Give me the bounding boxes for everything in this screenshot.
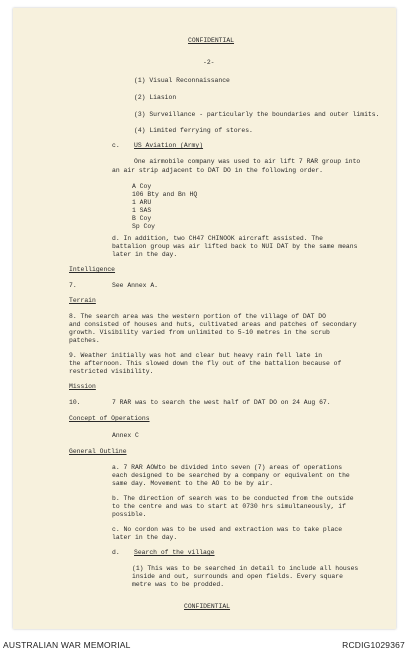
outline-b-text: possible.	[112, 511, 147, 518]
para-d-text: later in the day.	[112, 251, 178, 258]
order-item: 1 ARU	[132, 199, 152, 206]
order-item: 1 SAS	[132, 207, 152, 214]
outline-a-text: same day. Movement to the AO to be by air.	[112, 480, 274, 487]
mission-text: 7 RAR was to search the west half of DAT DO on 24 Aug 67.	[112, 399, 331, 406]
us-aviation-text: an air strip adjacent to DAT DO in the following order.	[112, 167, 323, 174]
list-item: (3) Surveillance - particularly the boundaries and outer limits.	[134, 111, 380, 118]
mission-heading: Mission	[69, 383, 96, 390]
outline-d-letter: d.	[112, 549, 120, 556]
para-number: 7.	[69, 282, 77, 289]
us-aviation-letter: c.	[112, 142, 120, 149]
terrain-text: and consisted of houses and huts, cultivated areas and patches of secondary	[69, 321, 357, 328]
terrain-heading: Terrain	[69, 297, 96, 304]
weather-text: the afternoon. This slowed down the fly out of the battalion because of	[69, 360, 342, 367]
order-item: A Coy	[132, 183, 152, 190]
list-item: (4) Limited ferrying of stores.	[134, 127, 253, 134]
outline-b-text: b. The direction of search was to be conducted from the outside	[112, 495, 354, 502]
list-item: (1) Visual Reconnaissance	[134, 77, 230, 84]
weather-text: 9. Weather initially was hot and clear but heavy rain fell late in	[69, 352, 323, 359]
outline-d-text: (1) This was to be searched in detail to include all houses	[132, 565, 359, 572]
outline-a-text: each designed to be searched by a company or equivalent on the	[112, 472, 350, 479]
intelligence-heading: Intelligence	[69, 266, 116, 273]
concept-heading: Concept of Operations	[69, 415, 150, 422]
outline-a-text: a. 7 RAR AOWto be divided into seven (7) areas of operations	[112, 464, 343, 471]
page-number: -2-	[203, 59, 215, 66]
concept-text: Annex C	[112, 432, 139, 439]
us-aviation-text: One airmobile company was used to air lift 7 RAR group into	[134, 158, 361, 165]
archive-footer	[0, 636, 409, 654]
outline-d-text: metre was to be prodded.	[132, 581, 225, 588]
general-outline-heading: General Outline	[69, 448, 127, 455]
terrain-text: 8. The search area was the western portion of the village of DAT DO	[69, 313, 326, 320]
classification-header: CONFIDENTIAL	[188, 37, 235, 44]
para-d-text: battalion group was air lifted back to NUI DAT by the same means	[112, 243, 358, 250]
weather-text: restricted visibility.	[69, 368, 154, 375]
outline-c-text: later in the day.	[112, 534, 178, 541]
list-item: (2) Liasion	[134, 94, 177, 101]
outline-b-text: to the centre and was to start at 0730 hrs simultaneously, if	[112, 503, 346, 510]
para-number: 10.	[69, 399, 81, 406]
order-item: Sp Coy	[132, 223, 156, 230]
classification-footer: CONFIDENTIAL	[184, 603, 231, 610]
outline-c-text: c. No cordon was to be used and extraction was to take place	[112, 526, 343, 533]
us-aviation-heading: US Aviation (Army)	[134, 142, 204, 149]
intelligence-text: See Annex A.	[112, 282, 159, 289]
outline-d-heading: Search of the village	[134, 549, 215, 556]
para-d-text: d. In addition, two CH47 CHINOOK aircraft assisted. The	[112, 235, 323, 242]
archive-id: RCDIG1029367	[342, 640, 405, 650]
terrain-text: growth. Visibility varied from unlimited to 5-10 metres in the scrub	[69, 329, 330, 336]
order-item: 106 Bty and Bn HQ	[132, 191, 198, 198]
terrain-text: patches.	[69, 337, 100, 344]
outline-d-text: inside and out, surrounds and open fields. Every square	[132, 573, 343, 580]
archive-name: AUSTRALIAN WAR MEMORIAL	[3, 640, 131, 650]
order-item: B Coy	[132, 215, 152, 222]
